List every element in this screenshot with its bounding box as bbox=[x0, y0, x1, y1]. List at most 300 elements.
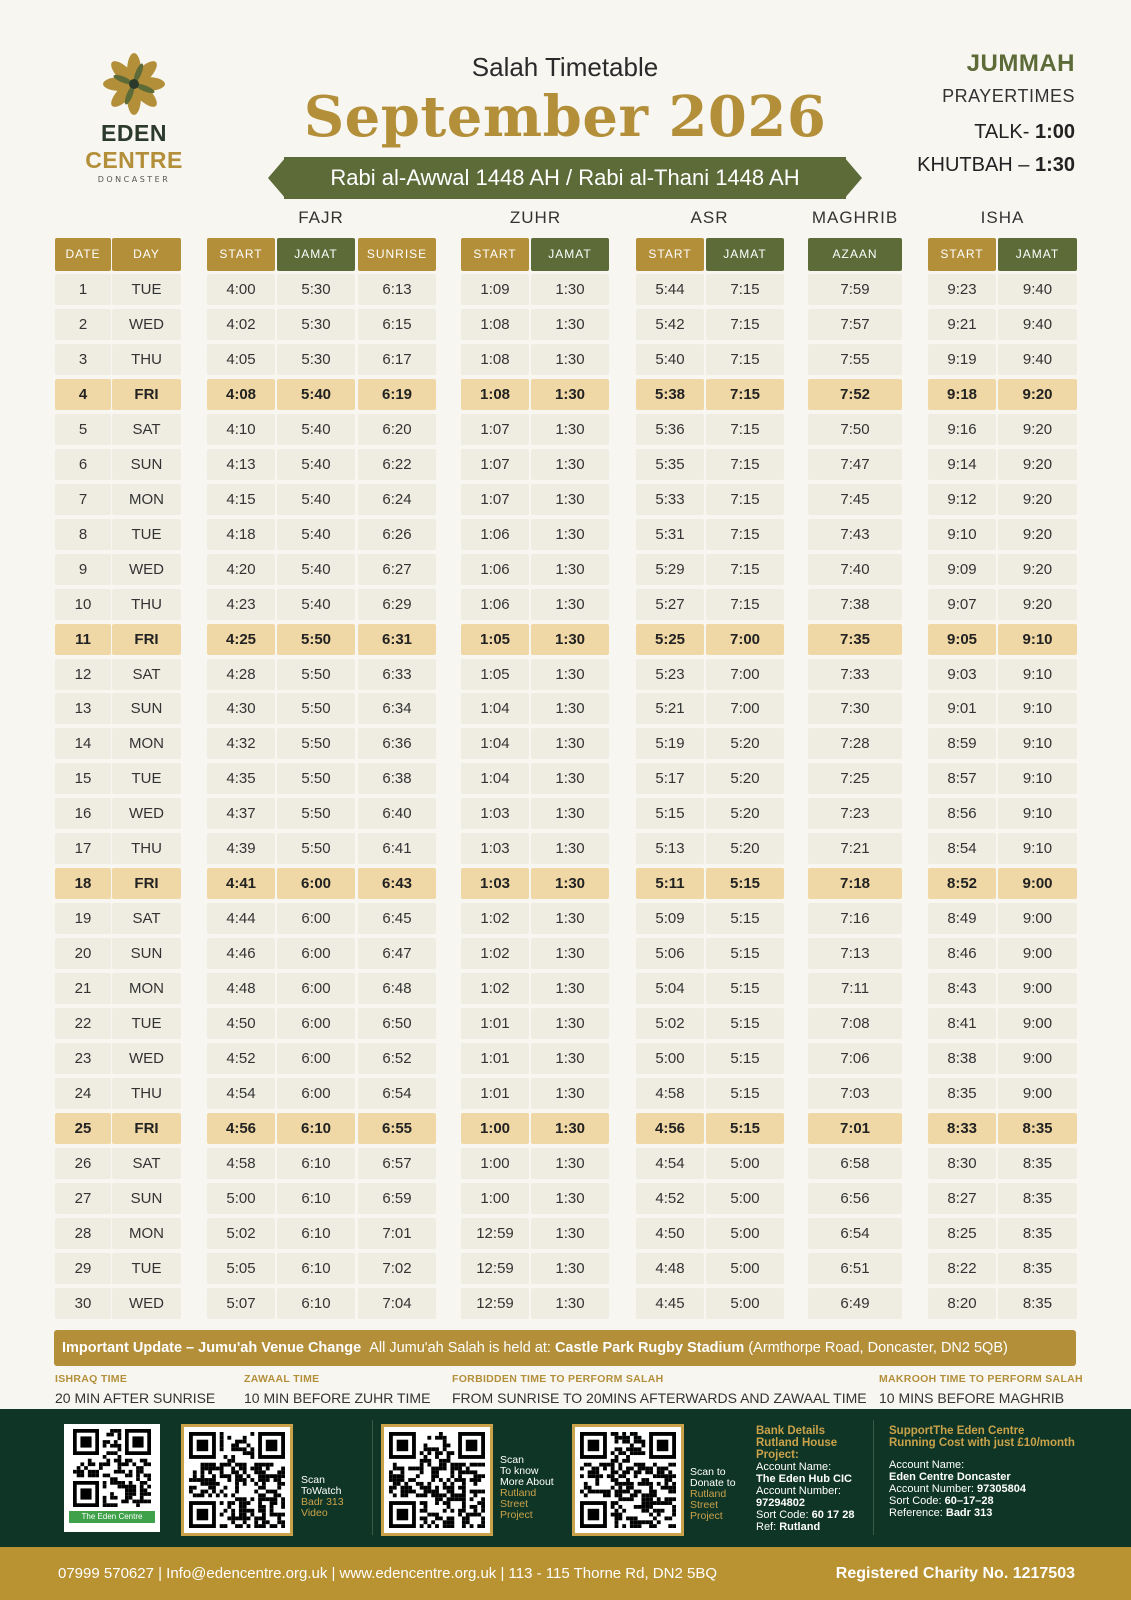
cell-sunrise: 6:41 bbox=[358, 833, 436, 864]
cell-zuhr-start: 1:02 bbox=[461, 938, 529, 969]
cell-sunrise: 6:52 bbox=[358, 1043, 436, 1074]
cell-maghrib-azaan: 7:45 bbox=[808, 484, 902, 515]
cell-fajr-start: 4:23 bbox=[207, 589, 275, 620]
cell-fajr-jamat: 6:00 bbox=[277, 903, 355, 934]
cell-date: 9 bbox=[55, 554, 111, 585]
cell-date: 15 bbox=[55, 763, 111, 794]
cell-fajr-jamat: 6:00 bbox=[277, 868, 355, 899]
cell-zuhr-jamat: 1:30 bbox=[531, 1078, 609, 1109]
cell-fajr-start: 4:44 bbox=[207, 903, 275, 934]
header-isha-jamat: JAMAT bbox=[998, 238, 1077, 271]
notice-venue: Castle Park Rugby Stadium bbox=[554, 1340, 745, 1356]
cell-day: WED bbox=[112, 1288, 181, 1319]
cell-asr-jamat: 5:15 bbox=[706, 1113, 784, 1144]
cell-asr-jamat: 7:00 bbox=[706, 659, 784, 690]
cell-asr-jamat: 5:15 bbox=[706, 1078, 784, 1109]
cell-sunrise: 7:02 bbox=[358, 1253, 436, 1284]
cell-day: MON bbox=[112, 1218, 181, 1249]
cell-zuhr-jamat: 1:30 bbox=[531, 693, 609, 724]
cell-zuhr-start: 1:03 bbox=[461, 868, 529, 899]
cell-zuhr-jamat: 1:30 bbox=[531, 763, 609, 794]
cell-fajr-start: 4:05 bbox=[207, 344, 275, 375]
qr1-caption: The Eden Centre bbox=[69, 1511, 155, 1523]
cell-isha-start: 9:01 bbox=[928, 693, 996, 724]
cell-isha-start: 9:16 bbox=[928, 414, 996, 445]
cell-fajr-start: 4:15 bbox=[207, 484, 275, 515]
venue-notice bbox=[54, 1330, 1076, 1366]
page-title: September 2026 bbox=[303, 84, 827, 150]
qr-code-icon bbox=[69, 1429, 155, 1507]
cell-maghrib-azaan: 7:21 bbox=[808, 833, 902, 864]
cell-isha-start: 9:14 bbox=[928, 449, 996, 480]
cell-fajr-start: 4:13 bbox=[207, 449, 275, 480]
cell-fajr-start: 4:02 bbox=[207, 309, 275, 340]
cell-sunrise: 6:40 bbox=[358, 798, 436, 829]
cell-day: THU bbox=[112, 344, 181, 375]
cell-isha-jamat: 9:10 bbox=[998, 693, 1077, 724]
cell-asr-start: 5:19 bbox=[636, 728, 704, 759]
cell-date: 19 bbox=[55, 903, 111, 934]
cell-fajr-start: 4:58 bbox=[207, 1148, 275, 1179]
cell-day: WED bbox=[112, 1043, 181, 1074]
cell-zuhr-start: 1:02 bbox=[461, 903, 529, 934]
cell-zuhr-jamat: 1:30 bbox=[531, 1218, 609, 1249]
cell-fajr-start: 4:20 bbox=[207, 554, 275, 585]
cell-day: FRI bbox=[112, 624, 181, 655]
cell-fajr-jamat: 5:50 bbox=[277, 728, 355, 759]
cell-isha-jamat: 9:00 bbox=[998, 973, 1077, 1004]
cell-zuhr-start: 1:08 bbox=[461, 344, 529, 375]
cell-isha-jamat: 9:00 bbox=[998, 1078, 1077, 1109]
cell-isha-jamat: 9:20 bbox=[998, 519, 1077, 550]
cell-maghrib-azaan: 7:59 bbox=[808, 274, 902, 305]
cell-fajr-jamat: 6:10 bbox=[277, 1183, 355, 1214]
cell-isha-start: 9:09 bbox=[928, 554, 996, 585]
cell-zuhr-start: 1:01 bbox=[461, 1008, 529, 1039]
cell-fajr-jamat: 6:10 bbox=[277, 1288, 355, 1319]
group-isha: ISHA bbox=[980, 208, 1025, 227]
cell-sunrise: 6:29 bbox=[358, 589, 436, 620]
cell-zuhr-start: 12:59 bbox=[461, 1288, 529, 1319]
cell-zuhr-start: 1:06 bbox=[461, 589, 529, 620]
cell-isha-start: 9:10 bbox=[928, 519, 996, 550]
cell-sunrise: 7:04 bbox=[358, 1288, 436, 1319]
cell-isha-jamat: 9:20 bbox=[998, 414, 1077, 445]
header-asr-jamat: JAMAT bbox=[706, 238, 784, 271]
cell-zuhr-jamat: 1:30 bbox=[531, 519, 609, 550]
cell-fajr-start: 4:37 bbox=[207, 798, 275, 829]
page-subtitle: Salah Timetable bbox=[471, 52, 659, 82]
cell-isha-jamat: 8:35 bbox=[998, 1253, 1077, 1284]
cell-asr-start: 5:15 bbox=[636, 798, 704, 829]
cell-zuhr-jamat: 1:30 bbox=[531, 1288, 609, 1319]
cell-maghrib-azaan: 6:49 bbox=[808, 1288, 902, 1319]
cell-zuhr-jamat: 1:30 bbox=[531, 1113, 609, 1144]
cell-zuhr-jamat: 1:30 bbox=[531, 903, 609, 934]
cell-maghrib-azaan: 7:35 bbox=[808, 624, 902, 655]
cell-date: 20 bbox=[55, 938, 111, 969]
cell-isha-start: 8:30 bbox=[928, 1148, 996, 1179]
cell-isha-jamat: 9:20 bbox=[998, 449, 1077, 480]
cell-maghrib-azaan: 7:13 bbox=[808, 938, 902, 969]
cell-asr-start: 5:27 bbox=[636, 589, 704, 620]
cell-fajr-jamat: 5:30 bbox=[277, 274, 355, 305]
cell-asr-jamat: 7:15 bbox=[706, 414, 784, 445]
jummah-talk: TALK- 1:00 bbox=[974, 121, 1075, 143]
cell-isha-start: 8:54 bbox=[928, 833, 996, 864]
cell-fajr-jamat: 5:50 bbox=[277, 833, 355, 864]
cell-day: WED bbox=[112, 554, 181, 585]
cell-date: 24 bbox=[55, 1078, 111, 1109]
cell-asr-start: 5:35 bbox=[636, 449, 704, 480]
header-day: DAY bbox=[112, 238, 181, 271]
cell-isha-jamat: 9:10 bbox=[998, 763, 1077, 794]
ishraq-time: ISHRAQ TIME 20 MIN AFTER SUNRISE bbox=[55, 1373, 216, 1406]
cell-zuhr-jamat: 1:30 bbox=[531, 1043, 609, 1074]
cell-zuhr-jamat: 1:30 bbox=[531, 659, 609, 690]
cell-isha-start: 8:41 bbox=[928, 1008, 996, 1039]
group-maghrib: MAGHRIB bbox=[811, 208, 899, 227]
cell-zuhr-start: 1:08 bbox=[461, 309, 529, 340]
cell-zuhr-start: 1:05 bbox=[461, 624, 529, 655]
cell-isha-start: 9:05 bbox=[928, 624, 996, 655]
cell-isha-start: 8:20 bbox=[928, 1288, 996, 1319]
cell-fajr-start: 4:18 bbox=[207, 519, 275, 550]
cell-isha-start: 8:35 bbox=[928, 1078, 996, 1109]
cell-asr-jamat: 5:20 bbox=[706, 798, 784, 829]
cell-sunrise: 6:19 bbox=[358, 379, 436, 410]
cell-fajr-start: 4:00 bbox=[207, 274, 275, 305]
cell-maghrib-azaan: 6:51 bbox=[808, 1253, 902, 1284]
cell-fajr-start: 4:41 bbox=[207, 868, 275, 899]
cell-sunrise: 6:27 bbox=[358, 554, 436, 585]
cell-isha-jamat: 8:35 bbox=[998, 1113, 1077, 1144]
qr-code-icon bbox=[389, 1432, 485, 1528]
qr-code-icon bbox=[189, 1432, 285, 1528]
cell-isha-jamat: 9:20 bbox=[998, 484, 1077, 515]
cell-fajr-start: 4:52 bbox=[207, 1043, 275, 1074]
cell-asr-start: 5:25 bbox=[636, 624, 704, 655]
contact-bar bbox=[0, 1547, 1131, 1600]
cell-date: 27 bbox=[55, 1183, 111, 1214]
cell-maghrib-azaan: 7:50 bbox=[808, 414, 902, 445]
cell-zuhr-jamat: 1:30 bbox=[531, 973, 609, 1004]
cell-isha-start: 8:46 bbox=[928, 938, 996, 969]
cell-asr-jamat: 5:00 bbox=[706, 1218, 784, 1249]
cell-isha-start: 8:43 bbox=[928, 973, 996, 1004]
cell-date: 25 bbox=[55, 1113, 111, 1144]
cell-maghrib-azaan: 7:57 bbox=[808, 309, 902, 340]
cell-sunrise: 6:43 bbox=[358, 868, 436, 899]
cell-asr-start: 4:58 bbox=[636, 1078, 704, 1109]
cell-zuhr-start: 1:04 bbox=[461, 728, 529, 759]
cell-fajr-jamat: 6:00 bbox=[277, 1078, 355, 1109]
cell-asr-jamat: 5:00 bbox=[706, 1253, 784, 1284]
cell-asr-jamat: 5:00 bbox=[706, 1183, 784, 1214]
header-fajr-start: START bbox=[207, 238, 275, 271]
cell-fajr-jamat: 6:00 bbox=[277, 938, 355, 969]
cell-zuhr-start: 1:01 bbox=[461, 1078, 529, 1109]
charity-number: Registered Charity No. 1217503 bbox=[835, 1565, 1075, 1582]
cell-zuhr-jamat: 1:30 bbox=[531, 344, 609, 375]
cell-asr-jamat: 7:15 bbox=[706, 449, 784, 480]
cell-fajr-jamat: 6:00 bbox=[277, 1043, 355, 1074]
cell-asr-jamat: 7:15 bbox=[706, 589, 784, 620]
cell-isha-jamat: 8:35 bbox=[998, 1148, 1077, 1179]
cell-isha-jamat: 9:10 bbox=[998, 624, 1077, 655]
cell-maghrib-azaan: 7:33 bbox=[808, 659, 902, 690]
cell-zuhr-jamat: 1:30 bbox=[531, 798, 609, 829]
cell-zuhr-jamat: 1:30 bbox=[531, 1148, 609, 1179]
cell-isha-jamat: 9:10 bbox=[998, 798, 1077, 829]
cell-fajr-start: 4:56 bbox=[207, 1113, 275, 1144]
cell-fajr-jamat: 5:30 bbox=[277, 309, 355, 340]
header-fajr-jamat: JAMAT bbox=[277, 238, 355, 271]
cell-zuhr-start: 1:06 bbox=[461, 519, 529, 550]
cell-day: THU bbox=[112, 589, 181, 620]
cell-zuhr-start: 1:00 bbox=[461, 1183, 529, 1214]
cell-fajr-start: 4:25 bbox=[207, 624, 275, 655]
cell-asr-start: 5:13 bbox=[636, 833, 704, 864]
cell-fajr-jamat: 5:40 bbox=[277, 414, 355, 445]
cell-zuhr-jamat: 1:30 bbox=[531, 589, 609, 620]
cell-fajr-jamat: 6:10 bbox=[277, 1148, 355, 1179]
group-asr: ASR bbox=[690, 208, 729, 227]
cell-zuhr-start: 12:59 bbox=[461, 1218, 529, 1249]
cell-fajr-jamat: 6:10 bbox=[277, 1253, 355, 1284]
cell-fajr-jamat: 5:50 bbox=[277, 659, 355, 690]
cell-maghrib-azaan: 7:30 bbox=[808, 693, 902, 724]
cell-asr-start: 5:09 bbox=[636, 903, 704, 934]
cell-fajr-start: 4:48 bbox=[207, 973, 275, 1004]
cell-isha-start: 8:56 bbox=[928, 798, 996, 829]
cell-fajr-start: 4:08 bbox=[207, 379, 275, 410]
cell-isha-start: 8:27 bbox=[928, 1183, 996, 1214]
cell-fajr-jamat: 5:50 bbox=[277, 693, 355, 724]
cell-isha-jamat: 9:40 bbox=[998, 344, 1077, 375]
cell-asr-start: 4:45 bbox=[636, 1288, 704, 1319]
cell-sunrise: 6:22 bbox=[358, 449, 436, 480]
cell-sunrise: 6:47 bbox=[358, 938, 436, 969]
header-sunrise: SUNRISE bbox=[358, 238, 436, 271]
cell-zuhr-jamat: 1:30 bbox=[531, 1253, 609, 1284]
cell-sunrise: 6:33 bbox=[358, 659, 436, 690]
cell-fajr-start: 4:50 bbox=[207, 1008, 275, 1039]
cell-zuhr-start: 1:08 bbox=[461, 379, 529, 410]
cell-day: SUN bbox=[112, 938, 181, 969]
header-asr-start: START bbox=[636, 238, 704, 271]
cell-fajr-jamat: 5:50 bbox=[277, 624, 355, 655]
cell-isha-jamat: 9:20 bbox=[998, 379, 1077, 410]
cell-isha-jamat: 9:00 bbox=[998, 903, 1077, 934]
header-isha-start: START bbox=[928, 238, 996, 271]
notice-title: Important Update – Jumu'ah Venue Change bbox=[62, 1340, 362, 1356]
cell-fajr-jamat: 5:50 bbox=[277, 798, 355, 829]
cell-sunrise: 6:38 bbox=[358, 763, 436, 794]
cell-maghrib-azaan: 7:28 bbox=[808, 728, 902, 759]
cell-maghrib-azaan: 7:06 bbox=[808, 1043, 902, 1074]
cell-sunrise: 6:31 bbox=[358, 624, 436, 655]
cell-isha-start: 9:23 bbox=[928, 274, 996, 305]
cell-isha-jamat: 9:00 bbox=[998, 1043, 1077, 1074]
cell-date: 6 bbox=[55, 449, 111, 480]
cell-asr-start: 5:04 bbox=[636, 973, 704, 1004]
cell-zuhr-start: 1:05 bbox=[461, 659, 529, 690]
logo-sub: DONCASTER bbox=[97, 175, 171, 184]
cell-asr-jamat: 7:15 bbox=[706, 484, 784, 515]
jummah-info bbox=[917, 50, 1075, 177]
cell-isha-start: 9:12 bbox=[928, 484, 996, 515]
jummah-khutbah: KHUTBAH – 1:30 bbox=[917, 154, 1075, 176]
cell-asr-start: 4:56 bbox=[636, 1113, 704, 1144]
cell-isha-jamat: 9:10 bbox=[998, 659, 1077, 690]
qr-rutland-info[interactable] bbox=[381, 1424, 493, 1536]
qr-badr-video[interactable] bbox=[181, 1424, 293, 1536]
cell-maghrib-azaan: 7:03 bbox=[808, 1078, 902, 1109]
cell-isha-start: 9:19 bbox=[928, 344, 996, 375]
cell-day: TUE bbox=[112, 274, 181, 305]
cell-asr-start: 5:31 bbox=[636, 519, 704, 550]
cell-date: 2 bbox=[55, 309, 111, 340]
cell-asr-jamat: 5:15 bbox=[706, 1043, 784, 1074]
cell-sunrise: 6:34 bbox=[358, 693, 436, 724]
cell-asr-start: 5:40 bbox=[636, 344, 704, 375]
cell-zuhr-jamat: 1:30 bbox=[531, 1183, 609, 1214]
cell-asr-start: 5:11 bbox=[636, 868, 704, 899]
cell-maghrib-azaan: 7:47 bbox=[808, 449, 902, 480]
cell-maghrib-azaan: 6:56 bbox=[808, 1183, 902, 1214]
cell-fajr-start: 4:32 bbox=[207, 728, 275, 759]
cell-date: 13 bbox=[55, 693, 111, 724]
cell-isha-start: 8:33 bbox=[928, 1113, 996, 1144]
cell-date: 28 bbox=[55, 1218, 111, 1249]
cell-sunrise: 6:57 bbox=[358, 1148, 436, 1179]
qr-rutland-donate[interactable] bbox=[572, 1424, 684, 1536]
cell-maghrib-azaan: 7:52 bbox=[808, 379, 902, 410]
cell-zuhr-jamat: 1:30 bbox=[531, 414, 609, 445]
bank-details-rutland: Bank Details Rutland House Project: Account Name: The Eden Hub CIC Account Number: 97294802 Sort Code: 60 17 28 Ref: Rutland bbox=[756, 1425, 855, 1533]
cell-zuhr-start: 1:07 bbox=[461, 449, 529, 480]
cell-asr-jamat: 5:15 bbox=[706, 903, 784, 934]
cell-date: 12 bbox=[55, 659, 111, 690]
cell-sunrise: 6:54 bbox=[358, 1078, 436, 1109]
hijri-text: Rabi al-Awwal 1448 AH / Rabi al-Thani 1448 AH bbox=[330, 165, 800, 190]
cell-asr-jamat: 5:20 bbox=[706, 728, 784, 759]
cell-sunrise: 6:36 bbox=[358, 728, 436, 759]
cell-asr-jamat: 5:20 bbox=[706, 833, 784, 864]
cell-fajr-start: 5:07 bbox=[207, 1288, 275, 1319]
cell-zuhr-start: 1:00 bbox=[461, 1113, 529, 1144]
cell-fajr-start: 5:05 bbox=[207, 1253, 275, 1284]
cell-isha-start: 9:21 bbox=[928, 309, 996, 340]
cell-asr-jamat: 7:15 bbox=[706, 309, 784, 340]
cell-fajr-start: 4:28 bbox=[207, 659, 275, 690]
cell-date: 30 bbox=[55, 1288, 111, 1319]
cell-asr-start: 5:21 bbox=[636, 693, 704, 724]
cell-fajr-jamat: 5:40 bbox=[277, 379, 355, 410]
cell-date: 23 bbox=[55, 1043, 111, 1074]
qr-eden-centre[interactable] bbox=[64, 1424, 160, 1532]
cell-asr-start: 5:17 bbox=[636, 763, 704, 794]
qr3-caption: Scan To know More About Rutland Street Project bbox=[500, 1454, 554, 1521]
contact-info: 07999 570627 | Info@edencentre.org.uk | www.edencentre.org.uk | 113 - 115 Thorne Rd, DN2 5BQ bbox=[58, 1565, 717, 1582]
cell-date: 26 bbox=[55, 1148, 111, 1179]
cell-fajr-start: 4:39 bbox=[207, 833, 275, 864]
cell-asr-jamat: 7:15 bbox=[706, 344, 784, 375]
cell-fajr-start: 4:54 bbox=[207, 1078, 275, 1109]
cell-isha-jamat: 8:35 bbox=[998, 1288, 1077, 1319]
cell-asr-jamat: 7:15 bbox=[706, 274, 784, 305]
cell-sunrise: 6:24 bbox=[358, 484, 436, 515]
cell-date: 21 bbox=[55, 973, 111, 1004]
cell-date: 10 bbox=[55, 589, 111, 620]
flower-logo-icon bbox=[99, 52, 169, 116]
cell-fajr-start: 4:10 bbox=[207, 414, 275, 445]
cell-fajr-jamat: 5:40 bbox=[277, 449, 355, 480]
cell-sunrise: 6:15 bbox=[358, 309, 436, 340]
cell-asr-start: 4:50 bbox=[636, 1218, 704, 1249]
cell-zuhr-jamat: 1:30 bbox=[531, 1008, 609, 1039]
cell-sunrise: 6:48 bbox=[358, 973, 436, 1004]
cell-asr-jamat: 5:20 bbox=[706, 763, 784, 794]
cell-isha-start: 8:52 bbox=[928, 868, 996, 899]
header-date: DATE bbox=[55, 238, 111, 271]
cell-day: THU bbox=[112, 833, 181, 864]
support-details: SupportThe Eden Centre Running Cost with just £10/month Account Name: Eden Centre Doncaster Account Number: 97305804 Sort Code: 60–17–28 Reference: Badr 313 bbox=[889, 1425, 1075, 1519]
cell-asr-jamat: 5:15 bbox=[706, 1008, 784, 1039]
cell-isha-start: 9:07 bbox=[928, 589, 996, 620]
forbidden-time: FORBIDDEN TIME TO PERFORM SALAH FROM SUNRISE TO 20MINS AFTERWARDS AND ZAWAAL TIME bbox=[452, 1373, 867, 1406]
cell-fajr-start: 4:46 bbox=[207, 938, 275, 969]
cell-asr-jamat: 7:15 bbox=[706, 379, 784, 410]
cell-day: WED bbox=[112, 309, 181, 340]
cell-date: 16 bbox=[55, 798, 111, 829]
cell-zuhr-jamat: 1:30 bbox=[531, 484, 609, 515]
cell-isha-jamat: 8:35 bbox=[998, 1183, 1077, 1214]
cell-asr-start: 5:06 bbox=[636, 938, 704, 969]
cell-fajr-jamat: 5:40 bbox=[277, 519, 355, 550]
cell-day: SAT bbox=[112, 659, 181, 690]
cell-zuhr-start: 1:07 bbox=[461, 484, 529, 515]
cell-zuhr-start: 1:04 bbox=[461, 693, 529, 724]
cell-isha-jamat: 9:40 bbox=[998, 309, 1077, 340]
logo-name: EDEN CENTRE bbox=[85, 120, 183, 173]
cell-fajr-start: 4:30 bbox=[207, 693, 275, 724]
cell-asr-start: 5:00 bbox=[636, 1043, 704, 1074]
cell-zuhr-jamat: 1:30 bbox=[531, 728, 609, 759]
cell-isha-jamat: 9:20 bbox=[998, 554, 1077, 585]
cell-isha-start: 8:38 bbox=[928, 1043, 996, 1074]
cell-asr-jamat: 5:00 bbox=[706, 1288, 784, 1319]
cell-maghrib-azaan: 7:25 bbox=[808, 763, 902, 794]
cell-isha-start: 9:03 bbox=[928, 659, 996, 690]
cell-date: 18 bbox=[55, 868, 111, 899]
cell-day: TUE bbox=[112, 1008, 181, 1039]
cell-fajr-jamat: 6:10 bbox=[277, 1218, 355, 1249]
cell-maghrib-azaan: 7:11 bbox=[808, 973, 902, 1004]
qr4-caption: Scan to Donate to Rutland Street Project bbox=[690, 1466, 736, 1522]
cell-asr-jamat: 7:15 bbox=[706, 519, 784, 550]
cell-zuhr-start: 1:01 bbox=[461, 1043, 529, 1074]
makrooh-time: MAKROOH TIME TO PERFORM SALAH 10 MINS BEFORE MAGHRIB bbox=[879, 1373, 1083, 1406]
cell-date: 3 bbox=[55, 344, 111, 375]
cell-date: 1 bbox=[55, 274, 111, 305]
cell-zuhr-jamat: 1:30 bbox=[531, 938, 609, 969]
cell-day: THU bbox=[112, 1078, 181, 1109]
header-zuhr-start: START bbox=[461, 238, 529, 271]
cell-day: SAT bbox=[112, 903, 181, 934]
cell-maghrib-azaan: 7:16 bbox=[808, 903, 902, 934]
